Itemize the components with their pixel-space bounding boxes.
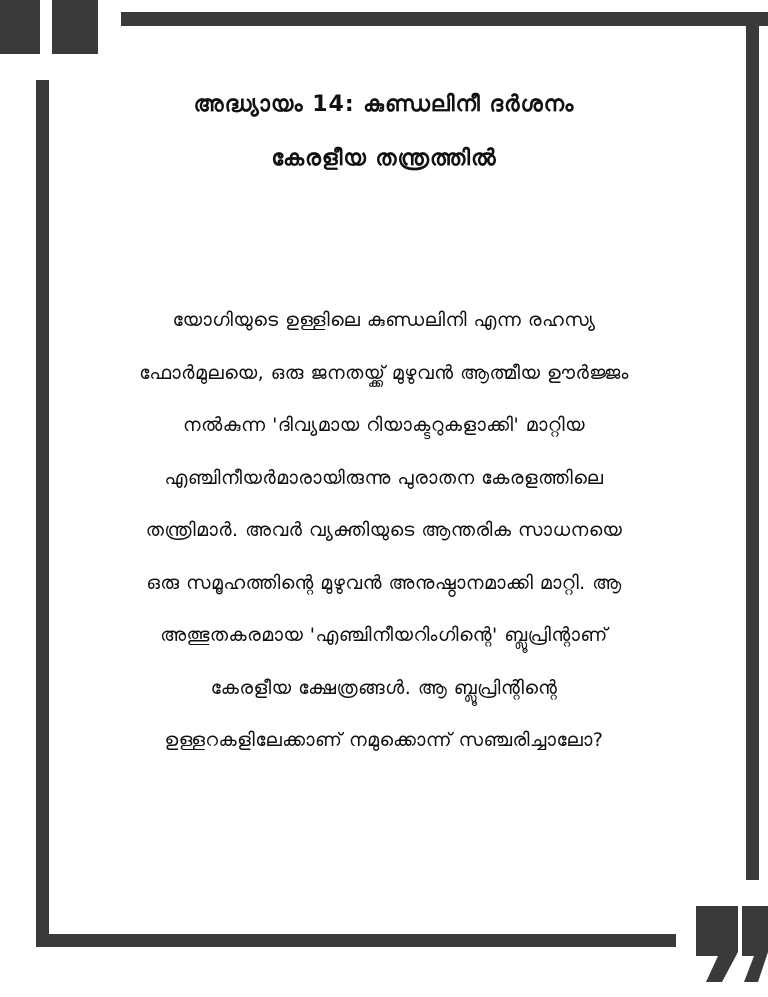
frame-right-bar (746, 12, 759, 880)
body-line-8: കേരളീയ ക്ഷേത്രങ്ങൾ. ആ ബ്ലൂപ്രിന്റിന്റെ (210, 676, 558, 699)
frame-bottom-bar (36, 934, 676, 947)
close-quote-left-comma (696, 906, 738, 982)
body-line-7: അത്ഭുതകരമായ 'എഞ്ചിനീയറിംഗിന്റെ' ബ്ലൂപ്രിന്റാണ് (160, 624, 608, 646)
chapter-title-line-2: കേരളീയ തന്ത്രത്തിൽ (271, 146, 497, 171)
body-paragraph (60, 294, 708, 767)
frame-left-bar (36, 80, 49, 942)
body-line-6: ഒരു സമൂഹത്തിന്റെ മുഴുവൻ അനുഷ്ഠാനമാക്കി മാറ്റി. ആ (146, 571, 622, 594)
body-line-1: യോഗിയുടെ ഉള്ളിലെ കുണ്ഡലിനി എന്ന രഹസ്യ (172, 309, 596, 331)
body-line-4: എഞ്ചിനീയർമാരായിരുന്നു പുരാതന കേരളത്തിലെ (164, 466, 604, 489)
close-quote-right-comma (742, 906, 768, 982)
body-line-5: തന്ത്രിമാർ. അവർ വ്യക്തിയുടെ ആന്തരിക സാധനയെ (145, 519, 623, 541)
body-line-2: ഫോർമുലയെ, ഒരു ജനതയ്ക്ക് മുഴുവൻ ആത്മീയ ഊർജ്ജം (139, 361, 629, 384)
chapter-title-line-1: അദ്ധ്യായം 14: കുണ്ഡലിനീ ദർശനം (193, 92, 575, 117)
body-line-9: ഉള്ളറകളിലേക്കാണ് നമുക്കൊന്ന് സഞ്ചരിച്ചാലോ? (164, 729, 604, 751)
open-quote-right-block (52, 0, 98, 54)
frame-top-bar (121, 12, 768, 26)
open-quote-left-block (0, 0, 40, 54)
body-line-3: നൽകുന്ന 'ദിവ്യമായ റിയാക്ടറുകളാക്കി' മാറ്റിയ (182, 414, 586, 436)
